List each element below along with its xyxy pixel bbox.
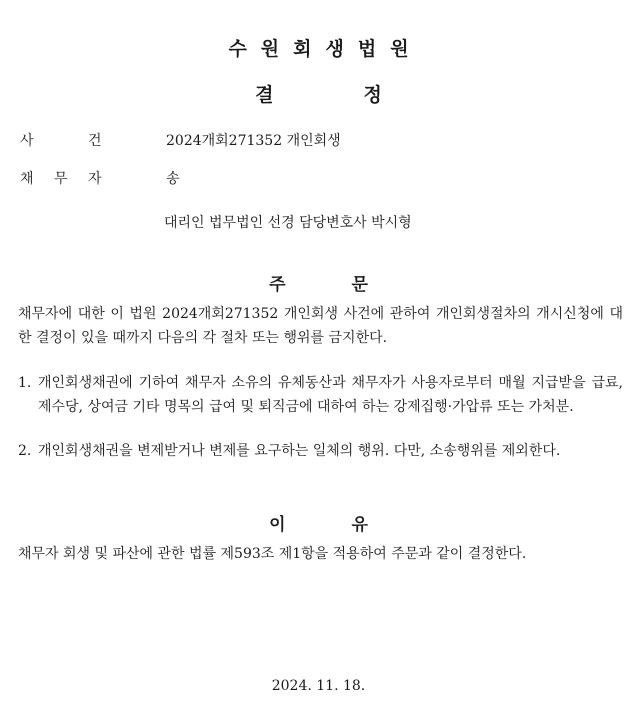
debtor-name: 송: [166, 171, 180, 187]
case-number: 2024개회271352 개인회생: [166, 133, 341, 149]
court-decision-document: 수원회생법원 결 정 사 건 2024개회271352 개인회생 채 무 자 송 대리인 법무법인 선경 담당변호사 박시형 주 문 채무자에 대한 이 법원 2024개회271352 개인회생 사건에 관하여 개인회생절차의 개시신청에 대한 결정이 있을 때까지 다음의 각 절차 또는 행위를 금지한다. 1. 개인회생채권에 기하여 채무자 소유의 유체동산과 채무자가 사용자로부터 매월 지급받을 급료, 제수당, 상여금 기타 명목의 급여 및 퇴직금에 대하여 하는 강제집행·가압류 또는 가처분. 2. 개인회생채권을 변제받거나 변제를 요구하는 일체의 행위. 다만, 소송행위를 제외한다. 이 유 채무자 회생 및 파산에 관한 법률 제593조 제1항을 적용하여 주문과 같이 결정한다. 2024. 11. 18.: [0, 0, 637, 710]
order-item: [18, 371, 623, 419]
decision-date: 2024. 11. 18.: [271, 678, 366, 694]
order-item-text: 개인회생채권에 기하여 채무자 소유의 유체동산과 채무자가 사용자로부터 매월 지급받을 급료, 제수당, 상여금 기타 명목의 급여 및 퇴직금에 대하여 하는 강제집행·가압류 또는 가처분.: [38, 375, 623, 415]
order-heading: 주 문: [269, 275, 368, 295]
document-title-char-1: 결: [255, 84, 274, 106]
court-name: 수원회생법원: [228, 38, 423, 60]
order-item: [18, 439, 623, 463]
document-title-char-2: 정: [363, 84, 382, 106]
document-title: [0, 80, 637, 107]
order-item-number: 1.: [18, 375, 32, 391]
order-item-text: 개인회생채권을 변제받거나 변제를 요구하는 일체의 행위. 다만, 소송행위를 제외한다.: [38, 443, 561, 459]
order-intro: 채무자에 대한 이 법원 2024개회271352 개인회생 사건에 관하여 개인회생절차의 개시신청에 대한 결정이 있을 때까지 다음의 각 절차 또는 행위를 금지한다.: [18, 306, 623, 346]
legal-representative: 대리인 법무법인 선경 담당변호사 박시형: [164, 215, 412, 231]
order-item-number: 2.: [18, 443, 32, 459]
reason-text: 채무자 회생 및 파산에 관한 법률 제593조 제1항을 적용하여 주문과 같이 결정한다.: [18, 546, 527, 562]
reason-heading: 이 유: [269, 515, 368, 535]
